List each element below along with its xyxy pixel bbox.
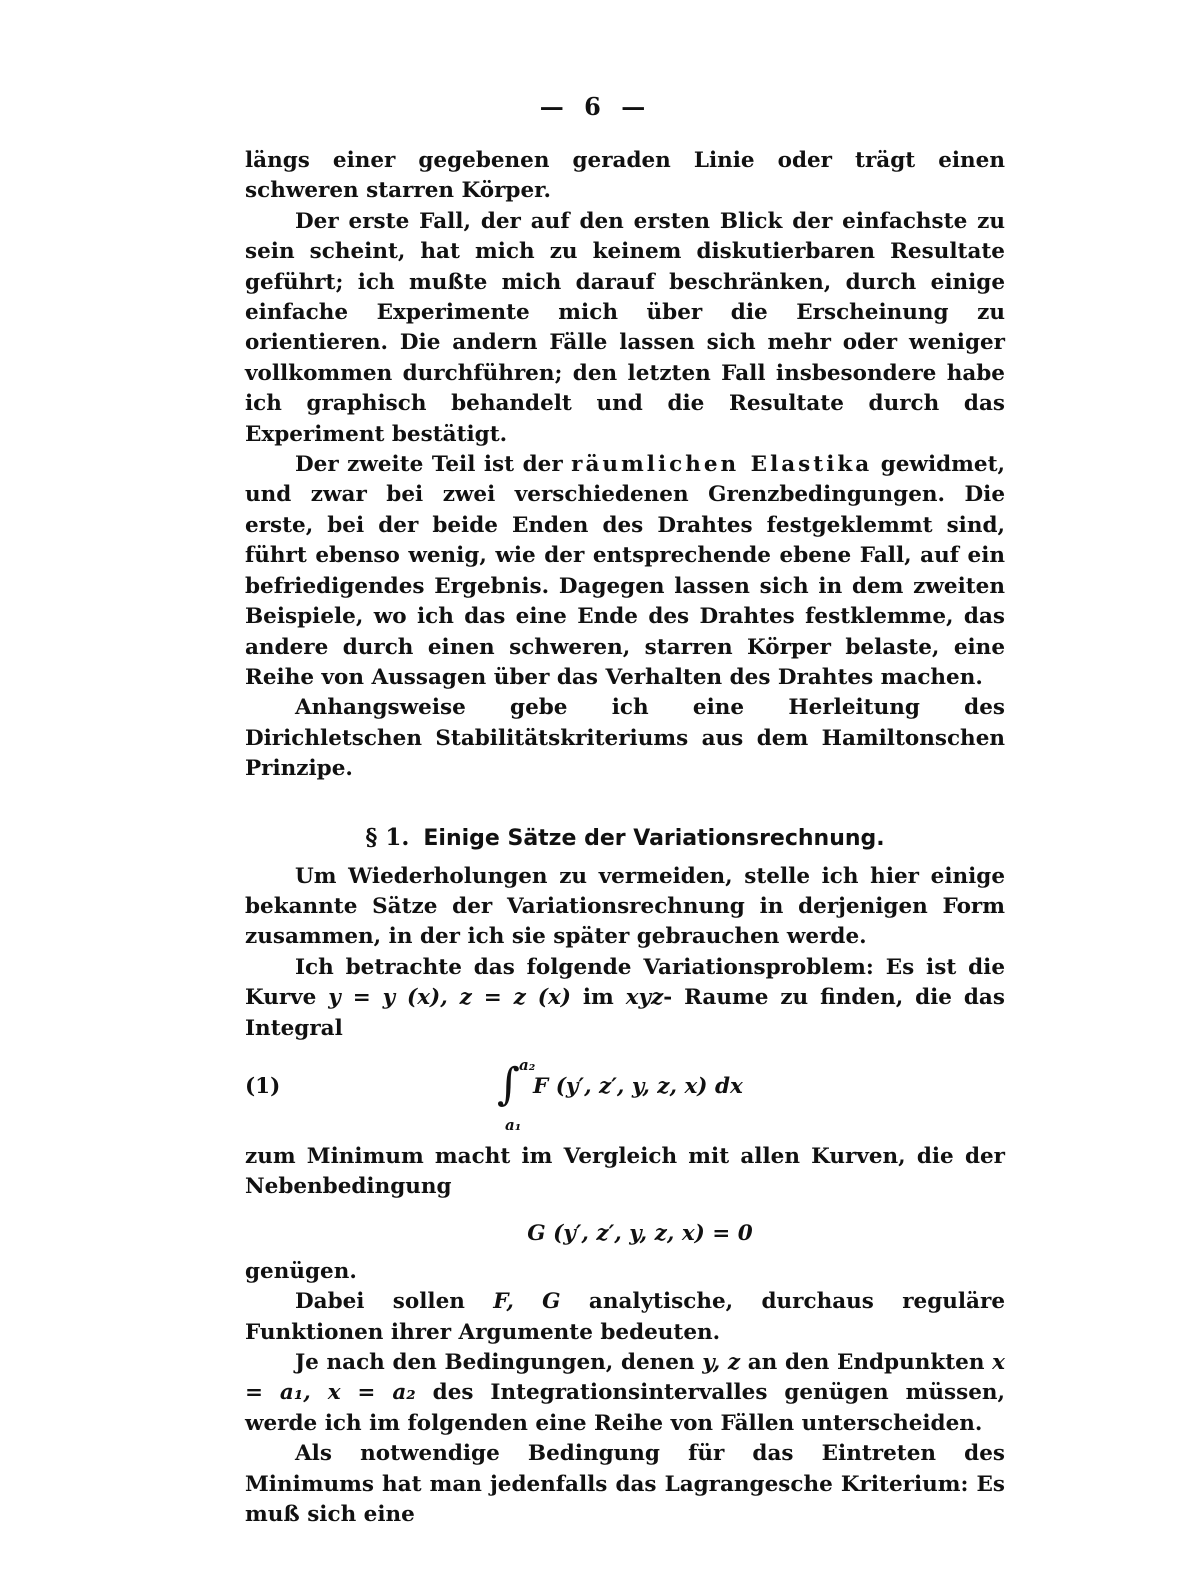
paragraph-intro: Um Wiederholungen zu vermeiden, stelle ich hier einige bekannte Sätze der Variationsrechnung in derjenigen Form zusammen, in der ich sie später gebrauchen werde. — [245, 863, 1005, 950]
paragraph-second-part — [245, 450, 1005, 693]
equation-body — [497, 1052, 797, 1136]
text-segment: im — [582, 985, 614, 1011]
integral-upper-limit: a₂ — [519, 1055, 536, 1074]
math-inline: xyz — [625, 985, 664, 1011]
text-segment: gewidmet, und zwar bei zwei verschiedenen Grenzbedingungen. Die erste, bei der beide Enden des Drahtes festgeklemmt sind, führt ebenso wenig, wie der entsprechende ebene Fall, auf ein befriedigendes Ergebnis. Dagegen lassen sich in dem zweiten Beispiele, wo ich das eine Ende des Drahtes festklemme, das andere durch einen schweren, starren Körper belaste, eine Reihe von Aussagen über das Verhalten des Drahtes machen. — [245, 452, 1005, 690]
paragraph-continuation: längs einer gegebenen geraden Linie oder trägt einen schweren starren Körper. — [245, 148, 1005, 204]
page-body — [245, 146, 1005, 1530]
text-segment: Je nach den Bedingungen, denen — [295, 1350, 695, 1375]
integral-sign: ∫ — [497, 1058, 520, 1110]
text-segment: des Integrationsintervalles genügen müssen, werde ich im folgenden eine Reihe von Fällen unterscheiden. — [245, 1380, 1005, 1436]
integral-lower-limit: a₁ — [505, 1115, 522, 1134]
integrand: F (y′, z′, y, z, x) dx — [533, 1073, 743, 1099]
equation-1 — [245, 1052, 1005, 1136]
text-segment: an den Endpunkten — [747, 1350, 985, 1375]
math-inline: x = a₁, x = a₂ — [245, 1350, 1005, 1406]
paragraph-problem — [245, 953, 1005, 1044]
paragraph-first-case: Der erste Fall, der auf den ersten Blick der einfachste zu sein scheint, hat mich zu keinem diskutierbaren Resultate geführt; ich mußte mich darauf beschränken, durch einige einfache Experimente mich über die Erscheinung zu orientieren. Die andern Fälle lassen sich mehr oder weniger vollkommen durchführen; den letzten Fall insbesondere habe ich graphisch behandelt und die Resultate durch das Experiment bestätigt. — [245, 208, 1005, 447]
math-inline: F, G — [493, 1289, 561, 1315]
text-segment: analytische, durchaus reguläre Funktionen ihrer Argumente bedeuten. — [245, 1289, 1005, 1345]
text-segment: Dabei sollen — [295, 1289, 465, 1315]
math-inline: y = y (x), z = z (x) — [328, 985, 571, 1011]
equation-label: (1) — [245, 1073, 281, 1099]
text-segment: Ich betrachte das folgende Variationsproblem: Es ist die Kurve — [245, 954, 1005, 1011]
math-inline: y, z — [702, 1350, 741, 1375]
text-segment: Der zweite Teil ist der — [295, 452, 563, 478]
paragraph-lagrange: Als notwendige Bedingung für das Eintreten des Minimums hat man jedenfalls das Lagrangesche Kriterium: Es muß sich eine — [245, 1441, 1005, 1528]
section-heading — [245, 821, 1005, 856]
section-number: § 1. — [365, 823, 410, 851]
section-title: Einige Sätze der Variationsrechnung. — [423, 825, 885, 851]
equation-constraint: G (y′, z′, y, z, x) = 0 — [527, 1220, 753, 1246]
paragraph-conditions — [245, 1348, 1005, 1439]
paragraph-genuegen: genügen. — [245, 1258, 357, 1284]
text-segment: - Raume zu finden, die das Integral — [245, 985, 1005, 1041]
paragraph-functions — [245, 1287, 1005, 1348]
page-number: — 6 — — [539, 92, 652, 121]
spaced-emphasis: räumlichen Elastika — [571, 452, 873, 478]
paragraph-appendix: Anhangsweise gebe ich eine Herleitung des Dirichletschen Stabilitätskriteriums aus dem Hamiltonschen Prinzipe. — [245, 695, 1005, 782]
paragraph-minimum: zum Minimum macht im Vergleich mit allen Kurven, die der Nebenbedingung — [245, 1143, 1005, 1200]
